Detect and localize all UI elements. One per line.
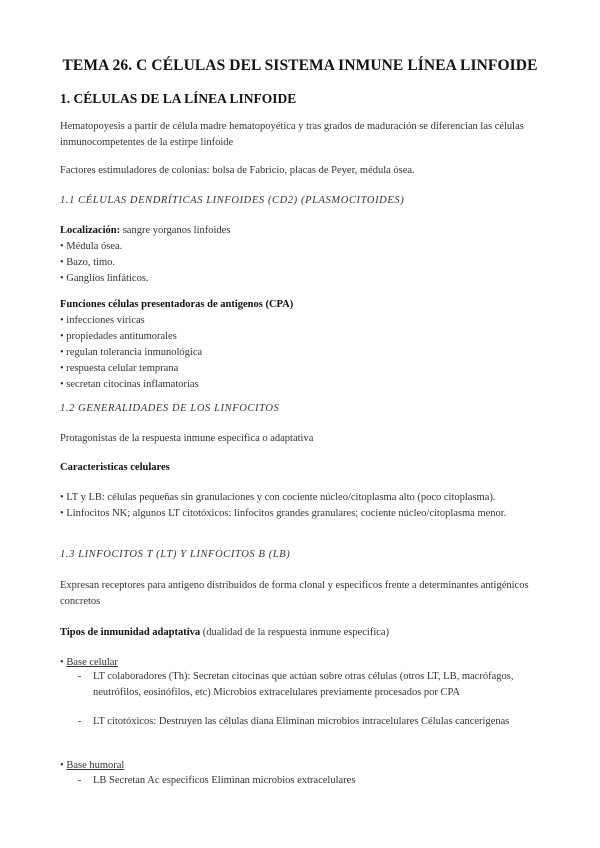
characteristics-list	[60, 490, 542, 522]
immunity-types-label: Tipos de inmunidad adaptativa	[60, 627, 201, 638]
immunity-types-text: (dualidad de la respuesta inmune especifica)	[200, 627, 390, 638]
colony-factors-paragraph: Factores estimuladores de colonias: bolsa de Fabricio, placas de Peyer, médula ósea.	[60, 165, 415, 176]
list-item: • Bazo, timo.	[60, 257, 116, 268]
cellular-basis-label: Base celular	[66, 657, 118, 668]
receptors-paragraph: Expresan receptores para antigeno distribuidos de forma clonal y especificos frente a determinantes antigénicos concretos	[60, 580, 529, 607]
localization-block	[60, 223, 542, 287]
list-item: • Médula ósea.	[60, 241, 123, 252]
lymphocyte-intro: Protagonistas de la respuesta inmune especifica o adaptativa	[60, 433, 314, 444]
dash-item	[78, 714, 543, 730]
subsection-heading-1-3: 1.3 LINFOCITOS T (LT) Y LINFOCITOS B (LB)	[60, 549, 291, 560]
humoral-basis-label: Base humoral	[66, 760, 125, 771]
cell-characteristics-label: Caracteristicas celulares	[60, 462, 170, 473]
dash-mark: -	[78, 671, 82, 682]
bullet: •	[60, 657, 67, 668]
list-item: • secretan citocinas inflamatorias	[60, 379, 199, 390]
immunity-types-line	[60, 625, 542, 641]
localization-text: sangre yorganos linfoides	[120, 225, 231, 236]
bullet: •	[60, 760, 67, 771]
list-item: • LT y LB: células pequeñas sin granulaciones y con cociente núcleo/citoplasma alto (poco citoplasma).	[60, 492, 496, 503]
functions-block	[60, 297, 542, 393]
humoral-basis-heading	[60, 758, 542, 774]
localization-label: Localización:	[60, 225, 121, 236]
section-heading-1: 1. CÉLULAS DE LA LÍNEA LINFOIDE	[60, 91, 297, 106]
dash-item	[78, 669, 543, 701]
dash-item	[78, 773, 543, 789]
document-title: TEMA 26. C CÉLULAS DEL SISTEMA INMUNE LÍNEA LINFOIDE	[62, 57, 538, 74]
dash-item-text: LT citotóxicos: Destruyen las células diana Eliminan microbios intracelulares Células cancerigenas	[93, 716, 510, 727]
intro-paragraph: Hematopoyesis a partir de célula madre hematopoyética y tras grados de maduración se diferencian las células inmunocompetentes de la estirpe linfoide	[60, 121, 524, 148]
functions-label: Funciones células presentadoras de antigenos (CPA)	[60, 299, 294, 310]
list-item: • respuesta celular temprana	[60, 363, 179, 374]
list-item: • infecciones viricas	[60, 315, 145, 326]
localization-line	[60, 223, 542, 239]
dash-mark: -	[78, 716, 82, 727]
list-item: • Linfocitos NK; algunos LT citotóxicos: linfocitos grandes granulares; cociente núcleo/citoplasma menor.	[60, 508, 507, 519]
dash-item-text: LB Secretan Ac especificos Eliminan microbios extracelulares	[93, 775, 356, 786]
dash-item-text: LT colaboradores (Th): Secretan citocinas que actúan sobre otras células (otros LT, LB, macrófagos, neutrófilos, eosinófilos, etc) Microbios extracelulares previamente procesados por CPA	[93, 671, 514, 698]
list-item: • propiedades antitumorales	[60, 331, 177, 342]
list-item: • regulan tolerancia inmunológica	[60, 347, 203, 358]
dash-mark: -	[78, 775, 82, 786]
list-item: • Ganglios linfáticos.	[60, 273, 149, 284]
functions-list	[60, 313, 542, 393]
subsection-heading-1-2: 1.2 GENERALIDADES DE LOS LINFOCITOS	[60, 403, 280, 414]
subsection-heading-1-1: 1.1 CÉLULAS DENDRÍTICAS LINFOIDES (CD2) (PLASMOCITOIDES)	[60, 195, 405, 206]
localization-list	[60, 239, 542, 287]
